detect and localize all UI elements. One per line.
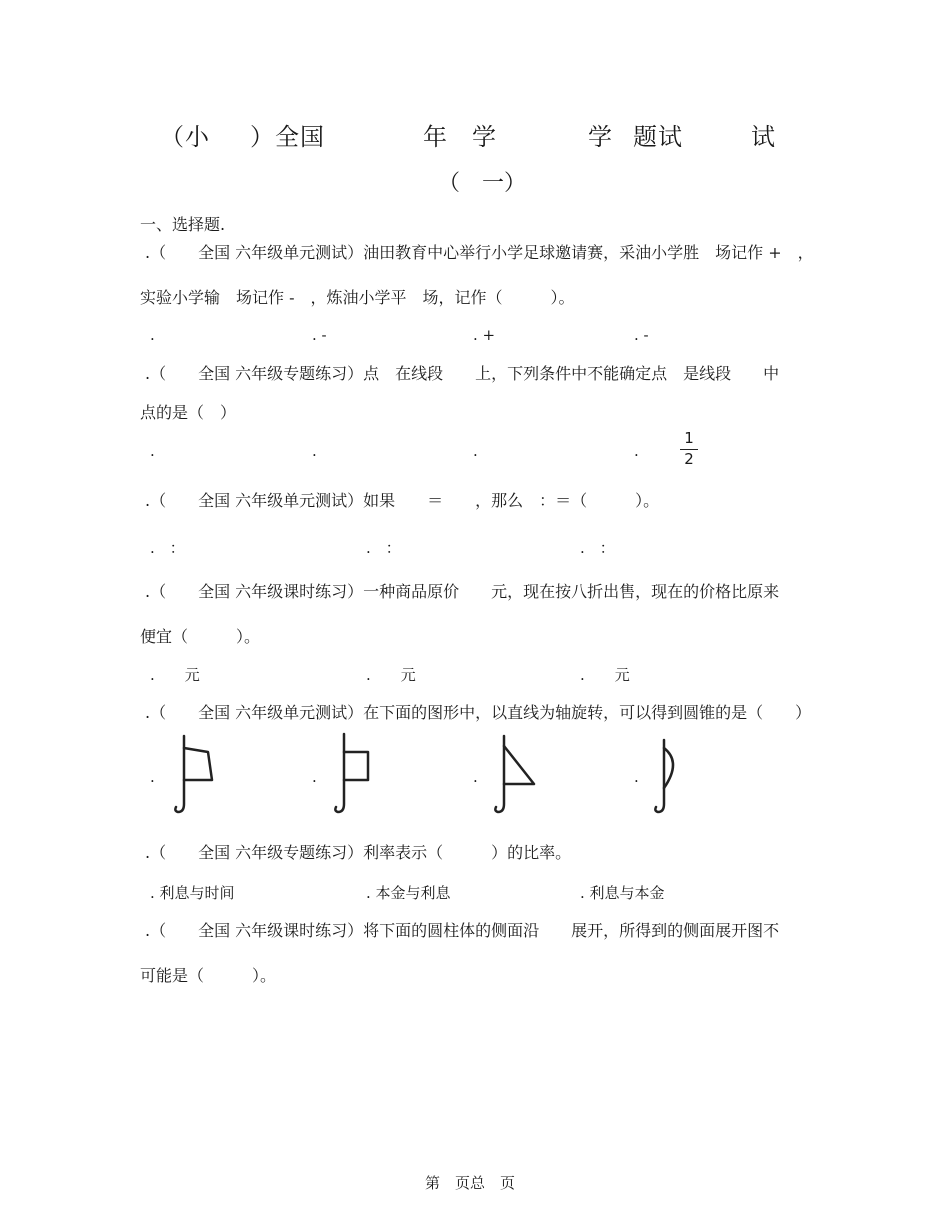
- q3-option-c: . ：: [580, 539, 615, 557]
- q6-option-b: . 本金与利息: [366, 884, 451, 902]
- q1-option-d: . -: [634, 326, 649, 344]
- question-7-line-1: .（ 全国 六年级课时练习）将下面的圆柱体的侧面沿 展开，所得到的侧面展开图不: [145, 921, 780, 940]
- fraction-numerator: 1: [684, 429, 694, 447]
- q2-option-c: .: [473, 442, 478, 460]
- q4-option-c: . 元: [580, 666, 630, 684]
- trapezoid-flag-figure: [170, 732, 220, 818]
- q2-option-b: .: [312, 442, 317, 460]
- q5-option-d: .: [634, 768, 639, 786]
- q3-option-b: . ：: [366, 539, 401, 557]
- q4-option-b: . 元: [366, 666, 416, 684]
- question-1-line-1: .（ 全国 六年级单元测试）油田教育中心举行小学足球邀请赛，采油小学胜 场记作 + ，: [145, 243, 814, 262]
- page-footer: 第 页总 页: [425, 1174, 516, 1192]
- axis-line: [175, 736, 184, 812]
- question-3-line-1: .（ 全国 六年级单元测试）如果 ＝ ，那么 ：＝（ ）。: [145, 491, 660, 510]
- title-part: 年: [423, 123, 448, 151]
- q4-option-a: . 元: [150, 666, 200, 684]
- section-heading: 一、选择题.: [140, 215, 226, 234]
- page-subtitle: （ 一）: [438, 171, 527, 196]
- question-2-line-2: 点的是（ ）: [140, 403, 237, 422]
- q5-option-b: .: [312, 768, 317, 786]
- semicircle-shape: [664, 748, 673, 788]
- square-flag-figure: [330, 730, 380, 818]
- title-part: 学: [472, 123, 497, 151]
- question-6-line-1: .（ 全国 六年级专题练习）利率表示（ ）的比率。: [145, 843, 572, 862]
- title-part: （小: [160, 123, 210, 151]
- question-1-line-2: 实验小学输 场记作 - ，炼油小学平 场，记作（ ）。: [140, 288, 575, 307]
- q2-option-a: .: [150, 442, 155, 460]
- question-5-line-1: .（ 全国 六年级单元测试）在下面的图形中，以直线为轴旋转，可以得到圆锥的是（ ）: [145, 703, 812, 722]
- triangle-shape: [504, 746, 534, 784]
- q6-option-c: . 利息与本金: [580, 884, 665, 902]
- title-part: ）全国: [250, 123, 325, 151]
- question-7-line-2: 可能是（ ）。: [140, 966, 277, 985]
- axis-line: [495, 736, 504, 812]
- q5-option-c: .: [473, 768, 478, 786]
- triangle-flag-figure: [490, 732, 544, 818]
- fraction-denominator: 2: [684, 450, 694, 468]
- title-part: 学: [588, 123, 613, 151]
- question-4-line-1: .（ 全国 六年级课时练习）一种商品原价 元，现在按八折出售，现在的价格比原来: [145, 582, 780, 601]
- q5-option-a: .: [150, 768, 155, 786]
- square-shape: [344, 752, 368, 780]
- axis-line: [335, 734, 344, 812]
- q1-option-a: .: [150, 326, 155, 344]
- q1-option-c: . +: [473, 326, 496, 344]
- q1-option-b: . -: [312, 326, 327, 344]
- question-4-line-2: 便宜（ ）。: [140, 627, 261, 646]
- fraction-one-half: [680, 431, 698, 467]
- q2-option-d: .: [634, 442, 639, 460]
- trapezoid-shape: [184, 748, 212, 780]
- q6-option-a: . 利息与时间: [150, 884, 235, 902]
- title-part: 题试: [633, 123, 683, 151]
- q3-option-a: . ：: [150, 539, 185, 557]
- axis-line: [655, 740, 664, 812]
- semicircle-flag-figure: [650, 734, 692, 818]
- title-part: 试: [751, 123, 776, 151]
- question-2-line-1: .（ 全国 六年级专题练习）点 在线段 上，下列条件中不能确定点 是线段 中: [145, 364, 780, 383]
